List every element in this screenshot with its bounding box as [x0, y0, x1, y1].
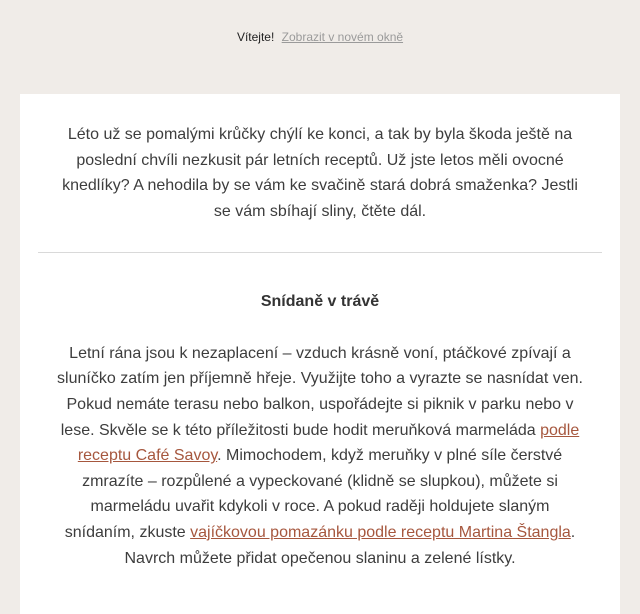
cafe-savoy-recipe-link[interactable]: podle receptu Café Savoy: [77, 421, 580, 465]
intro-paragraph: Léto už se pomalými krůčky chýlí ke konci, a tak by byla škoda ještě na poslední chvíli nezkusit pár letních receptů. Už jste letos měli ovocné knedlíky? A nehodila by se vám ke svačině stará dobrá smaženka? Jestli se vám sbíhají sliny, čtěte dál.: [62, 126, 578, 221]
greeting-text: Vítejte!: [236, 30, 275, 44]
section-title: Snídaně v trávě: [260, 292, 380, 310]
section-text-part-3: . Navrch můžete přidat opečenou slaninu a zelené lístky.: [124, 523, 576, 567]
view-in-browser-link[interactable]: Zobrazit v novém okně: [281, 30, 404, 44]
preheader: [0, 0, 640, 94]
section-text-part-1: Letní rána jsou k nezaplacení – vzduch krásně voní, ptáčkové zpívají a sluníčko zatím jen příjemně hřeje. Využijte toho a vyrazte se nasnídat ven. Pokud nemáte terasu nebo balkon, uspořádejte si piknik v parku nebo v lese. Skvěle se k této příležitosti bude hodit meruňková marmeláda: [57, 344, 583, 439]
section-divider: [38, 252, 602, 253]
section-text-part-2: . Mimochodem, když meruňky v plné síle čerstvé zmrazíte – rozpůlené a vypeckované (klidně se slupkou), můžete si marmeládu uvařit kdykoli v roce. A pokud raději holdujete slaným snídaním, zkuste: [64, 447, 563, 541]
egg-spread-recipe-link[interactable]: vajíčkovou pomazánku podle receptu Martina Štangla: [190, 523, 571, 541]
section-paragraph: [20, 311, 620, 571]
email-content-card: [20, 94, 620, 614]
